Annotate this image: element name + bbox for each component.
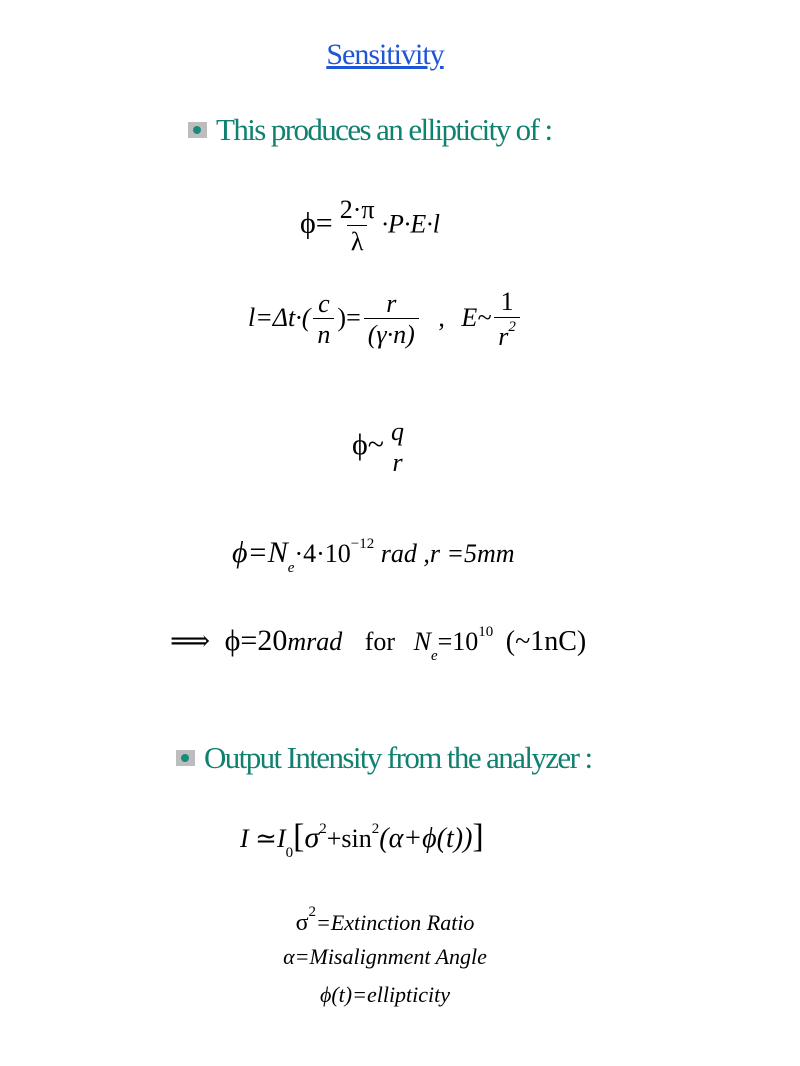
implies-arrow: ⟹ xyxy=(170,626,211,657)
subscript-e: e xyxy=(430,648,438,664)
bullet-ellipticity xyxy=(188,112,551,148)
unit-mrad: mrad xyxy=(287,627,343,656)
subscript-0: 0 xyxy=(285,845,294,861)
sin-term: +sin xyxy=(326,824,372,853)
open-bracket: [ xyxy=(293,818,305,855)
argument: (α+ϕ(t)) xyxy=(379,823,473,854)
phi-lhs: ϕ=20 xyxy=(224,624,288,657)
numerator: 2·π xyxy=(339,195,375,224)
bullet-text: This produces an ellipticity of : xyxy=(216,112,552,147)
fraction xyxy=(336,196,379,257)
bullet-icon xyxy=(176,750,195,766)
sigma-symbol: σ xyxy=(304,821,320,854)
close-bracket: ] xyxy=(472,818,484,855)
bullet-icon xyxy=(188,122,207,138)
fraction-q-r xyxy=(387,418,408,478)
field-lhs: E~ xyxy=(461,302,492,332)
coefficient: ·4·10 xyxy=(294,539,351,568)
slide-title: Sensitivity xyxy=(326,38,444,71)
phi-lhs: ϕ= xyxy=(300,206,333,240)
denominator: λ xyxy=(347,225,368,257)
subscript-e: e xyxy=(287,560,295,576)
intensity-formula xyxy=(240,818,484,862)
bullet-text: Output Intensity from the analyzer : xyxy=(204,740,592,775)
note-extinction-ratio xyxy=(0,904,770,937)
for-word: for xyxy=(364,627,396,656)
fraction-c-n xyxy=(313,290,334,351)
fraction-1-r2 xyxy=(494,288,520,352)
ten-base: =10 xyxy=(437,627,479,656)
denominator: n xyxy=(313,318,334,350)
note-text: =Extinction Ratio xyxy=(316,910,475,935)
separator: , xyxy=(438,302,445,332)
bullet-output-intensity xyxy=(176,740,591,776)
units: rad ,r =5mm xyxy=(374,539,515,568)
denominator xyxy=(494,317,520,352)
numeric-ellipticity xyxy=(232,536,515,577)
denominator: (γ·n) xyxy=(364,318,419,350)
numerator: c xyxy=(318,288,330,318)
intensity-lhs: I ≃I xyxy=(240,824,286,853)
note-ellipticity: ϕ(t)=ellipticity xyxy=(319,982,451,1007)
formula-mid: )= xyxy=(337,302,361,332)
numerator: r xyxy=(386,288,397,318)
result-formula xyxy=(170,624,586,665)
sigma-symbol: σ xyxy=(295,910,309,936)
phi-lhs: ϕ~ xyxy=(352,427,385,461)
phi-lhs: ϕ=N xyxy=(232,536,288,569)
exponent: 2 xyxy=(508,318,516,335)
denominator: r xyxy=(392,447,403,477)
proportionality-formula xyxy=(352,418,411,478)
exponent: 2 xyxy=(371,821,380,837)
exponent: 2 xyxy=(308,904,316,920)
charge-note: (~1nC) xyxy=(505,626,587,657)
n-symbol: N xyxy=(413,627,431,656)
exponent: 2 xyxy=(319,821,327,837)
exponent: −12 xyxy=(350,536,375,552)
fraction-r-gn xyxy=(364,290,419,351)
r-symbol: r xyxy=(498,321,509,351)
ellipticity-formula xyxy=(300,196,440,257)
numerator: q xyxy=(391,417,405,446)
note-misalignment-angle: α=Misalignment Angle xyxy=(283,944,487,969)
exponent: 10 xyxy=(478,624,494,640)
formula-lhs: l=Δt·( xyxy=(248,302,311,332)
length-formula xyxy=(248,288,523,352)
numerator: 1 xyxy=(500,287,514,316)
formula-rest: ·P·E·l xyxy=(381,209,441,239)
